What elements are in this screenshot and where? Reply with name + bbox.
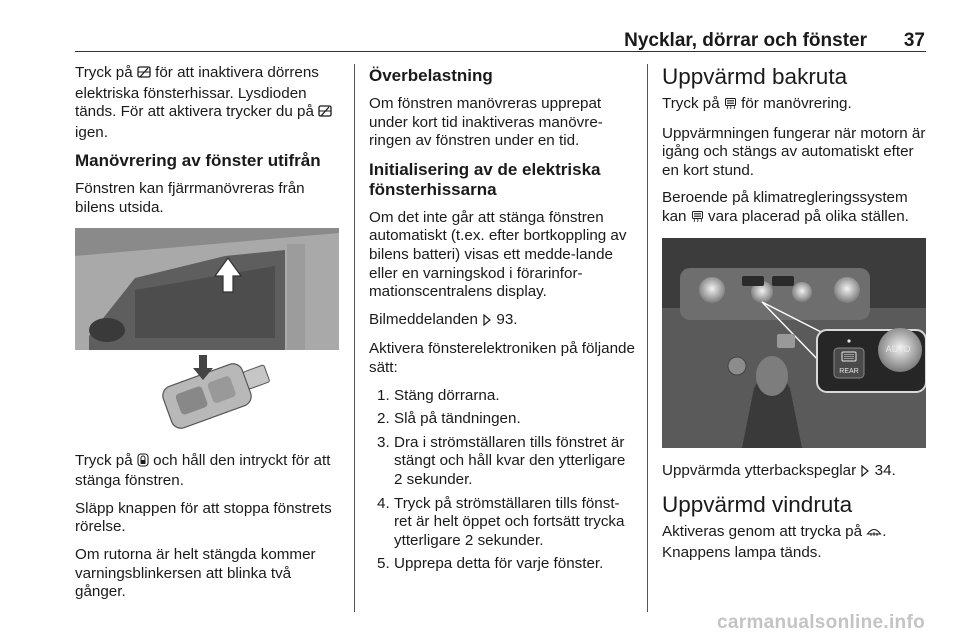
text: vara placerad på olika ställen. bbox=[707, 207, 909, 225]
step-text: Slå på tändningen. bbox=[394, 410, 521, 428]
rear-defrost-icon bbox=[691, 210, 704, 229]
step-number: 4. bbox=[377, 494, 390, 512]
section-heading: Uppvärmd bakruta bbox=[662, 64, 848, 89]
section-heading: Uppvärmd vindruta bbox=[662, 492, 853, 518]
paragraph bbox=[662, 462, 928, 483]
page-reference[interactable]: 93. bbox=[496, 310, 518, 328]
list-item bbox=[369, 434, 635, 490]
paragraph: Uppvärmningen fungerar när motorn är igång och stängs av automatiskt efter en kort stund. bbox=[662, 124, 926, 179]
step-text: Upprepa detta för varje fönster. bbox=[394, 555, 604, 573]
ref-arrow-icon bbox=[482, 313, 492, 332]
text: Aktiveras genom att trycka på bbox=[662, 523, 863, 541]
ref-arrow-icon bbox=[860, 464, 870, 483]
paragraph: Knappens lampa tänds. bbox=[662, 543, 822, 561]
column-middle bbox=[369, 64, 635, 579]
paragraph: Släpp knappen för att stoppa fönstrets rörelse. bbox=[75, 499, 332, 536]
paragraph bbox=[662, 189, 928, 228]
climate-control-photo bbox=[662, 238, 926, 448]
window-lock-icon bbox=[318, 105, 332, 124]
windscreen-heat-icon bbox=[866, 525, 882, 544]
paragraph: Aktiveras genom att trycka på . bbox=[662, 523, 928, 544]
section-heading: Initialisering av de elektriska fönsterhissarna bbox=[369, 159, 601, 199]
text: Uppvärmda ytterbackspeglar bbox=[662, 461, 857, 479]
step-number: 2. bbox=[377, 410, 390, 428]
window-key-illustration bbox=[75, 228, 339, 438]
chapter-title: Nycklar, dörrar och fönster bbox=[624, 30, 867, 51]
paragraph: Om rutorna är helt stängda kommer varningsblinkersen att blinka två gånger. bbox=[75, 545, 316, 601]
text: igen. bbox=[75, 123, 108, 141]
step-number: 5. bbox=[377, 555, 390, 573]
paragraph: Om det inte går att stänga fönstren automatiskt (t.ex. efter bortkoppling av bilens batteri) visas ett medde-lande eller en varningskod i förarinfor-mationscentralens display. bbox=[369, 208, 627, 301]
text: för manövrering. bbox=[741, 95, 852, 112]
step-number: 1. bbox=[377, 386, 390, 404]
list-item bbox=[369, 555, 635, 574]
text: Bilmeddelanden bbox=[369, 310, 478, 328]
column-divider bbox=[647, 64, 648, 612]
step-text: Dra i strömställaren tills fönstret är stängt och håll kvar den ytterligare 2 sekunder. bbox=[394, 433, 626, 488]
paragraph bbox=[369, 311, 635, 332]
window-lock-icon bbox=[137, 66, 151, 85]
lock-key-icon bbox=[137, 453, 149, 473]
text: Tryck på bbox=[662, 95, 720, 112]
rear-defrost-icon bbox=[724, 97, 737, 116]
step-number: 3. bbox=[377, 433, 390, 451]
paragraph: Fönstren kan fjärrmanövreras från bilens utsida. bbox=[75, 180, 305, 216]
page-number: 37 bbox=[903, 30, 925, 51]
text: och håll den intryckt för att stänga fönstren. bbox=[75, 451, 331, 490]
header-rule bbox=[75, 51, 926, 52]
paragraph bbox=[75, 64, 345, 142]
watermark: carmanualsonline.info bbox=[717, 612, 925, 633]
paragraph: Aktivera fönsterelektroniken på följande sätt: bbox=[369, 340, 635, 376]
auto-label: AUTO bbox=[885, 343, 911, 354]
steps-list bbox=[369, 387, 635, 574]
list-item bbox=[369, 495, 635, 551]
list-item bbox=[369, 387, 635, 406]
text: Tryck på bbox=[75, 451, 133, 469]
section-heading: Manövrering av fönster utifrån bbox=[75, 151, 321, 171]
text: Beroende på klimatregleringssystem kan bbox=[662, 189, 908, 225]
step-text: Stäng dörrarna. bbox=[394, 386, 500, 404]
column-divider bbox=[354, 64, 355, 612]
text: för att inaktivera dörrens elektriska fönsterhissar. Lysdioden tänds. För att aktivera trycker du på bbox=[75, 64, 319, 121]
page-header bbox=[75, 30, 925, 52]
column-right bbox=[662, 64, 928, 571]
section-heading: Överbelastning bbox=[369, 66, 493, 85]
paragraph: Om fönstren manövreras upprepat under kort tid inaktiveras manövre-ringen av fönstren under en tid. bbox=[369, 95, 603, 150]
text: Tryck på bbox=[75, 64, 133, 81]
list-item bbox=[369, 410, 635, 429]
page-reference[interactable]: 34. bbox=[874, 461, 896, 479]
column-left bbox=[75, 64, 345, 611]
paragraph bbox=[662, 95, 928, 116]
paragraph bbox=[75, 452, 345, 491]
rear-label: REAR bbox=[839, 367, 859, 375]
step-text: Tryck på strömställaren tills fönst-ret är helt öppet och fortsätt trycka ytterligare 2 sekunder. bbox=[394, 494, 625, 549]
